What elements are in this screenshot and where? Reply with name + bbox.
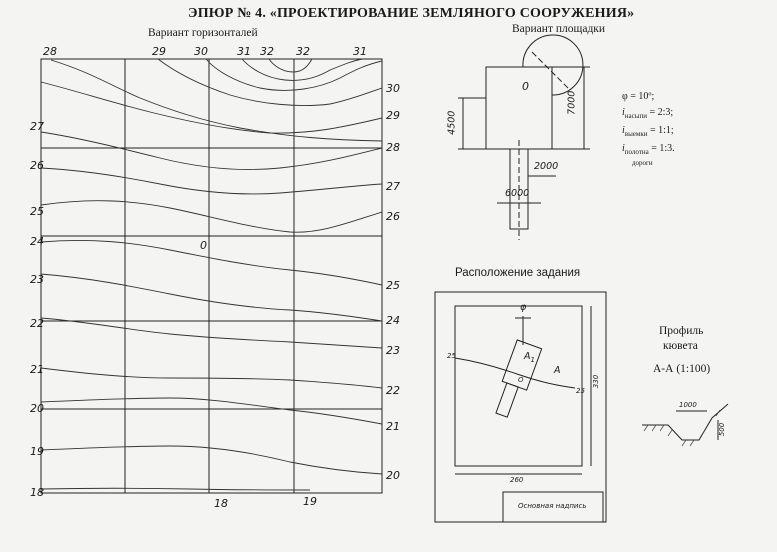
left-label: 18 bbox=[30, 486, 44, 499]
slope-value: = 2:3; bbox=[649, 107, 674, 118]
contour-line bbox=[41, 274, 382, 321]
top-label: 32 bbox=[260, 45, 274, 58]
top-label: 31 bbox=[353, 45, 367, 58]
contour-line bbox=[41, 168, 382, 194]
site-diagonal bbox=[532, 52, 570, 90]
hatch-mark bbox=[644, 425, 648, 431]
left-label: 20 bbox=[30, 402, 44, 415]
param-slope-3 bbox=[622, 144, 675, 156]
left-label: 22 bbox=[30, 317, 44, 330]
profile-heading-2: кювета bbox=[663, 340, 698, 352]
site-platform-round bbox=[523, 35, 583, 95]
right-label: 20 bbox=[386, 469, 400, 482]
contour-line bbox=[158, 59, 382, 106]
right-label: 23 bbox=[386, 344, 400, 357]
dim-height-right: 7000 bbox=[566, 90, 578, 115]
left-label: 27 bbox=[30, 120, 44, 133]
hatch-mark bbox=[652, 425, 656, 431]
left-label: 19 bbox=[30, 445, 44, 458]
left-label: 25 bbox=[30, 205, 44, 218]
profile-dim-top: 1000 bbox=[679, 401, 697, 409]
dim-road: 6000 bbox=[505, 188, 530, 199]
top-label: 31 bbox=[237, 45, 251, 58]
contour-line bbox=[41, 82, 382, 133]
slope-value: = 1:1; bbox=[649, 125, 674, 136]
slope-symbol: i bbox=[622, 143, 625, 154]
left-label: 23 bbox=[30, 273, 44, 286]
top-label: 32 bbox=[296, 45, 310, 58]
sheet-title: ЭПЮР № 4. «ПРОЕКТИРОВАНИЕ ЗЕМЛЯНОГО СООРУЖЕНИЯ» bbox=[188, 6, 635, 21]
stamp-label: Основная надпись bbox=[518, 502, 587, 510]
contour-line bbox=[41, 318, 382, 348]
hatch-mark bbox=[682, 440, 686, 446]
profile-heading-1: Профиль bbox=[659, 325, 704, 337]
bottom-label: 19 bbox=[303, 495, 317, 508]
slope-value: = 1:3. bbox=[651, 143, 675, 154]
slope-sub-2: дороги bbox=[632, 159, 653, 167]
top-label: 28 bbox=[43, 45, 57, 58]
label-a1-main: A bbox=[524, 351, 531, 362]
contour-line bbox=[41, 398, 382, 424]
top-label: 30 bbox=[194, 45, 208, 58]
phi-label: φ bbox=[520, 302, 527, 313]
right-label: 22 bbox=[386, 384, 400, 397]
right-label: 28 bbox=[386, 141, 400, 154]
contour-line bbox=[41, 446, 382, 474]
param-slope-2 bbox=[622, 126, 674, 138]
dim-width-bottom: 2000 bbox=[534, 161, 559, 172]
right-label: 21 bbox=[386, 420, 400, 433]
contour-line bbox=[41, 368, 382, 388]
contour-line bbox=[41, 201, 382, 233]
slope-symbol: i bbox=[622, 125, 625, 136]
right-label: 30 bbox=[386, 82, 400, 95]
top-label: 29 bbox=[152, 45, 166, 58]
slope-sub: выемки bbox=[624, 130, 648, 138]
left-label: 21 bbox=[30, 363, 44, 376]
param-slope-1 bbox=[622, 108, 673, 120]
profile-dim-side: 500 bbox=[718, 422, 727, 437]
task-contour-right: 25 bbox=[576, 387, 585, 395]
right-label: 25 bbox=[386, 279, 400, 292]
location-heading: Расположение задания bbox=[455, 267, 581, 279]
left-label: 24 bbox=[30, 235, 44, 248]
origin-label: 0 bbox=[200, 239, 207, 252]
site-platform bbox=[486, 67, 552, 149]
dim-height-left: 4500 bbox=[446, 110, 458, 135]
param-phi: φ = 10º; bbox=[622, 91, 655, 102]
hatch-mark bbox=[690, 440, 694, 446]
hatch-mark bbox=[668, 430, 672, 436]
task-road bbox=[496, 383, 518, 417]
hatch-mark bbox=[701, 430, 705, 436]
site-heading: Вариант площадки bbox=[512, 23, 606, 35]
slope-sub: насыпи bbox=[624, 112, 647, 120]
label-a: A bbox=[554, 365, 561, 376]
task-contour-left: 25 bbox=[447, 352, 456, 360]
ditch-profile bbox=[642, 401, 728, 440]
slope-symbol: i bbox=[622, 107, 625, 118]
contour-line bbox=[41, 240, 382, 285]
hatch-mark bbox=[716, 410, 720, 416]
right-label: 24 bbox=[386, 314, 400, 327]
label-a1-sub: 1 bbox=[530, 355, 535, 364]
contour-plan-frame bbox=[41, 59, 382, 493]
dim-width: 260 bbox=[510, 476, 524, 484]
hatch-mark bbox=[660, 425, 664, 431]
right-label: 27 bbox=[386, 180, 400, 193]
contour-line bbox=[269, 59, 312, 72]
contour-line bbox=[41, 488, 310, 490]
right-label: 29 bbox=[386, 109, 400, 122]
label-a1 bbox=[524, 352, 535, 364]
profile-section: А-А (1:100) bbox=[653, 363, 711, 375]
contour-heading: Вариант горизонталей bbox=[148, 27, 258, 39]
site-origin-label: 0 bbox=[522, 80, 529, 93]
location-outer-frame bbox=[435, 292, 606, 522]
bottom-label: 18 bbox=[214, 497, 228, 510]
slope-sub: полотна bbox=[624, 148, 649, 156]
left-label: 26 bbox=[30, 159, 44, 172]
contour-line bbox=[41, 132, 382, 170]
task-origin: O bbox=[518, 376, 524, 384]
right-label: 26 bbox=[386, 210, 400, 223]
dim-height: 330 bbox=[592, 374, 601, 389]
